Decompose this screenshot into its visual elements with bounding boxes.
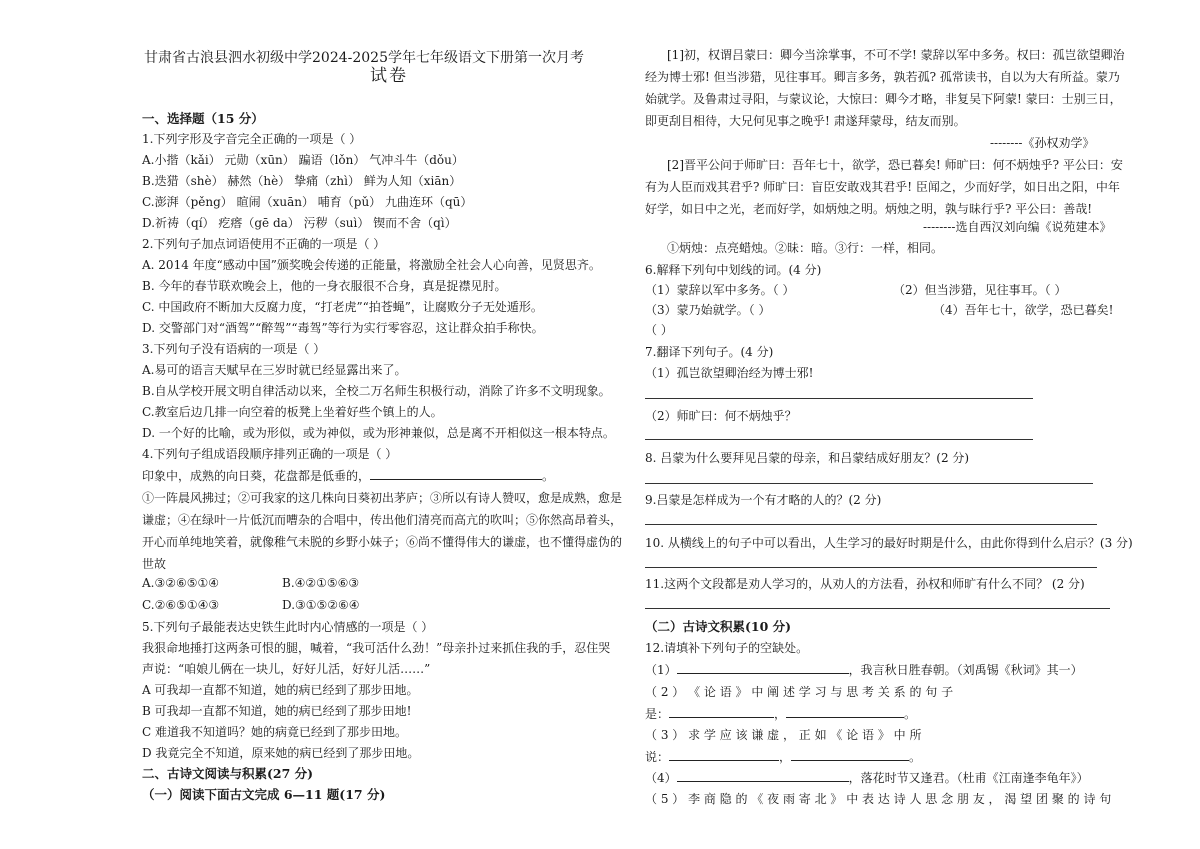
- question-6-item-3: （3）蒙乃始就学。（ ）: [645, 303, 771, 317]
- question-9: 9.吕蒙是怎样成为一个有才略的人的？(2 分): [645, 493, 882, 507]
- passage-1-source: --------《孙权劝学》: [990, 136, 1095, 150]
- passage-2-line3: 好学，如日中之光，老而好学，如炳烛之明。炳烛之明，孰与昧行乎? 平公曰：善哉!: [645, 202, 1093, 216]
- question-4-option-a: A.③②⑥⑤①④: [142, 576, 220, 590]
- question-6: 6.解释下列句中划线的词。(4 分): [645, 263, 822, 277]
- question-4-passage-line4: 世故: [142, 557, 167, 571]
- question-12-item-4: [645, 769, 1089, 786]
- annotation-notes: ①炳烛：点亮蜡烛。②昧：暗。③行：一样，相同。: [667, 241, 944, 255]
- passage-1-line1: [1]初，权谓吕蒙曰：卿今当涂掌事，不可不学! 蒙辞以军中多务。权曰：孤岂欲望卿治: [667, 48, 1125, 62]
- section-2-heading: 二、古诗文阅读与积累(27 分): [142, 766, 314, 781]
- question-12-item-1: [645, 661, 1083, 678]
- question-12-item-2-prefix: 是：: [645, 707, 670, 721]
- question-6-item-4-answer: （ ）: [645, 323, 673, 337]
- answer-blank[interactable]: [370, 467, 542, 480]
- question-5-passage-line2: 声说：“咱娘儿俩在一块儿，好好儿活，好好儿活……”: [142, 662, 431, 676]
- question-2-option-b: B. 今年的春节联欢晚会上，他的一身衣服很不合身，真是捉襟见肘。: [142, 279, 507, 293]
- question-1-option-c: C.澎湃（pěng） 暄闹（xuān） 哺育（pǔ） 九曲连环（qū）: [142, 195, 473, 209]
- passage-1-line3: 始就学。及鲁肃过寻阳，与蒙议论，大惊曰：卿今才略，非复吴下阿蒙! 蒙曰：士别三日，: [645, 92, 1122, 106]
- answer-line[interactable]: [645, 439, 1033, 440]
- question-1: 1.下列字形及字音完全正确的一项是（ ）: [142, 132, 362, 146]
- question-3-option-d: D. 一个好的比喻，或为形似，或为神似，或为形神兼似，总是离不开相似这一根本特点。: [142, 426, 615, 440]
- question-2-option-a: A. 2014 年度“感动中国”颁奖晚会传递的正能量，将激励全社会人心向善，见贤思齐。: [142, 258, 601, 272]
- question-2-option-d: D. 交警部门对“酒驾”“醉驾”“毒驾”等行为实行零容忍，这让群众拍手称快。: [142, 321, 544, 335]
- question-11: 11.这两个文段都是劝人学习的，从劝人的方法看，孙权和师旷有什么不同？ (2 分): [645, 577, 1085, 591]
- question-4-passage-line1: ①一阵晨风拂过；②可我家的这几株向日葵初出茅庐；③所以有诗人赞叹，愈是成熟，愈是: [142, 491, 623, 505]
- section-1-heading: 一、选择题（15 分）: [142, 111, 264, 126]
- question-1-option-d: D.祈祷（qí） 疙瘩（gē da） 污秽（suì） 锲而不舍（qì）: [142, 216, 457, 230]
- question-3: 3.下列句子没有语病的一项是（ ）: [142, 342, 326, 356]
- question-12-item-3-line1: （ 3 ） 求 学 应 该 谦 虚 ， 正 如 《 论 语 》 中 所: [645, 728, 922, 742]
- question-5-passage-line1: 我狠命地捶打这两条可恨的腿，喊着，“我可活什么劲！”母亲扑过来抓住我的手，忍住哭: [142, 641, 611, 655]
- question-4-option-d: D.③①⑤②⑥④: [282, 598, 360, 612]
- question-4-passage-line3: 开心而单纯地笑着，就像稚气未脱的乡野小妹子；⑥尚不懂得伟大的谦虚，也不懂得虚伪的: [142, 535, 623, 549]
- question-7-item-2: （2）师旷曰：何不炳烛乎？: [645, 409, 797, 423]
- question-6-item-2: （2）但当涉猎，见往事耳。（ ）: [893, 283, 1067, 297]
- answer-blank[interactable]: [677, 769, 849, 782]
- question-5-option-d: D 我竟完全不知道，原来她的病已经到了那步田地。: [142, 746, 420, 760]
- exam-title-line1: 甘肃省古浪县泗水初级中学2024-2025学年七年级语文下册第一次月考: [144, 50, 584, 66]
- question-6-item-1: （1）蒙辞以军中多务。（ ）: [645, 283, 795, 297]
- exam-title-line2: 试卷: [370, 66, 408, 86]
- answer-line[interactable]: [645, 398, 1033, 399]
- question-3-option-c: C.教室后边几排一向空着的板凳上坐着好些个镇上的人。: [142, 405, 443, 419]
- answer-line[interactable]: [645, 524, 1097, 525]
- answer-blank[interactable]: [669, 748, 779, 761]
- question-12-item-1-suffix: ，我言秋日胜春朝。（刘禹锡《秋词》其一）: [848, 663, 1083, 677]
- question-4: 4.下列句子组成语段顺序排列正确的一项是（ ）: [142, 447, 398, 461]
- passage-2-line1: [2]晋平公问于师旷曰：吾年七十，欲学，恐已暮矣! 师旷曰：何不炳烛乎? 平公曰：安: [667, 158, 1123, 172]
- answer-blank[interactable]: [791, 748, 909, 761]
- question-10: 10. 从横线上的句子中可以看出，人生学习的最好时期是什么，由此你得到什么启示？(3 分): [645, 536, 1133, 550]
- answer-blank[interactable]: [786, 705, 904, 718]
- question-1-option-a: A.小揩（kǎi） 元勋（xūn） 蹁语（lǒn） 气冲斗牛（dǒu）: [142, 153, 464, 167]
- question-8: 8. 吕蒙为什么要拜见吕蒙的母亲，和吕蒙结成好朋友？(2 分): [645, 451, 970, 465]
- subsection-2-heading: （二）古诗文积累(10 分): [645, 619, 792, 634]
- question-4-option-c: C.②⑥⑤①④③: [142, 598, 220, 612]
- subsection-1-heading: （一）阅读下面古文完成 6—11 题(17 分): [142, 787, 386, 802]
- passage-2-source: --------选自西汉刘向编《说苑建本》: [923, 220, 1112, 234]
- question-12-item-1-prefix: （1）: [645, 663, 677, 677]
- question-6-item-4: （4）吾年七十，欲学，恐已暮矣!: [933, 303, 1114, 317]
- question-5-option-a: A 可我却一直都不知道，她的病已经到了那步田地。: [142, 683, 419, 697]
- question-5-option-b: B 可我却一直都不知道，她的病已经到了那步田地!: [142, 704, 412, 718]
- question-12-item-3-prefix: 说：: [645, 750, 670, 764]
- question-4-option-b: B.④②①⑤⑥③: [282, 576, 360, 590]
- question-12-item-2-line1: （ 2 ） 《 论 语 》 中 阐 述 学 习 与 思 考 关 系 的 句 子: [645, 685, 954, 699]
- question-2-option-c: C. 中国政府不断加大反腐力度，“打老虎”“拍苍蝇”，让腐败分子无处遁形。: [142, 300, 543, 314]
- answer-blank[interactable]: [669, 705, 774, 718]
- question-12: 12.请填补下列句子的空缺处。: [645, 641, 809, 655]
- question-12-item-5: （ 5 ） 李 商 隐 的 《 夜 雨 寄 北 》 中 表 达 诗 人 思 念 朋 友 ， 渴 望 团 聚 的 诗 句: [645, 792, 1112, 806]
- question-7: 7.翻译下列句子。(4 分): [645, 345, 774, 359]
- passage-1-line2: 经为博士邪! 但当涉猎，见往事耳。卿言多务，孰若孤? 孤常读书，自以为大有所益。蒙乃: [645, 70, 1120, 84]
- passage-1-line4: 即更刮目相待，大兄何见事之晚乎! 肃遂拜蒙母，结友而别。: [645, 114, 966, 128]
- answer-line[interactable]: [645, 483, 1093, 484]
- answer-blank[interactable]: [677, 661, 849, 674]
- question-2: 2.下列句子加点词语使用不正确的一项是（ ）: [142, 237, 386, 251]
- answer-line[interactable]: [645, 608, 1110, 609]
- question-5-option-c: C 难道我不知道吗？她的病竟已经到了那步田地。: [142, 725, 407, 739]
- question-12-item-4-suffix: ，落花时节又逢君。（杜甫《江南逢李龟年》）: [848, 771, 1089, 785]
- question-4-stem: 印象中，成熟的向日葵，花盘都是低垂的， 。: [142, 469, 555, 483]
- question-5: 5.下列句子最能表达史铁生此时内心情感的一项是（ ）: [142, 620, 434, 634]
- question-4-stem-text: 印象中，成熟的向日葵，花盘都是低垂的，: [142, 469, 371, 483]
- question-12-item-4-prefix: （4）: [645, 771, 677, 785]
- answer-line[interactable]: [645, 567, 1097, 568]
- question-3-option-b: B.自从学校开展文明自律活动以来，全校二万名师生积极行动，消除了许多不文明现象。: [142, 384, 611, 398]
- question-4-passage-line2: 谦虚；④在绿叶一片低沉而嘈杂的合唱中，传出他们清亮而高亢的吹叫；⑤你然高昂着头，: [142, 513, 623, 527]
- question-1-option-b: B.迭猎（shè） 赫然（hè） 挚痛（zhì） 鲜为人知（xiān）: [142, 174, 462, 188]
- question-12-item-2-line2: 是： ， 。: [645, 707, 917, 721]
- question-3-option-a: A.易可的语言天赋早在三岁时就已经显露出来了。: [142, 363, 407, 377]
- question-12-item-3-line2: 说： ， 。: [645, 750, 922, 764]
- passage-2-line2: 有为人臣而戏其君乎? 师旷曰：盲臣安敢戏其君乎! 臣闻之，少而好学，如日出之阳，中年: [645, 180, 1120, 194]
- question-7-item-1: （1）孤岂欲望卿治经为博士邪!: [645, 366, 814, 380]
